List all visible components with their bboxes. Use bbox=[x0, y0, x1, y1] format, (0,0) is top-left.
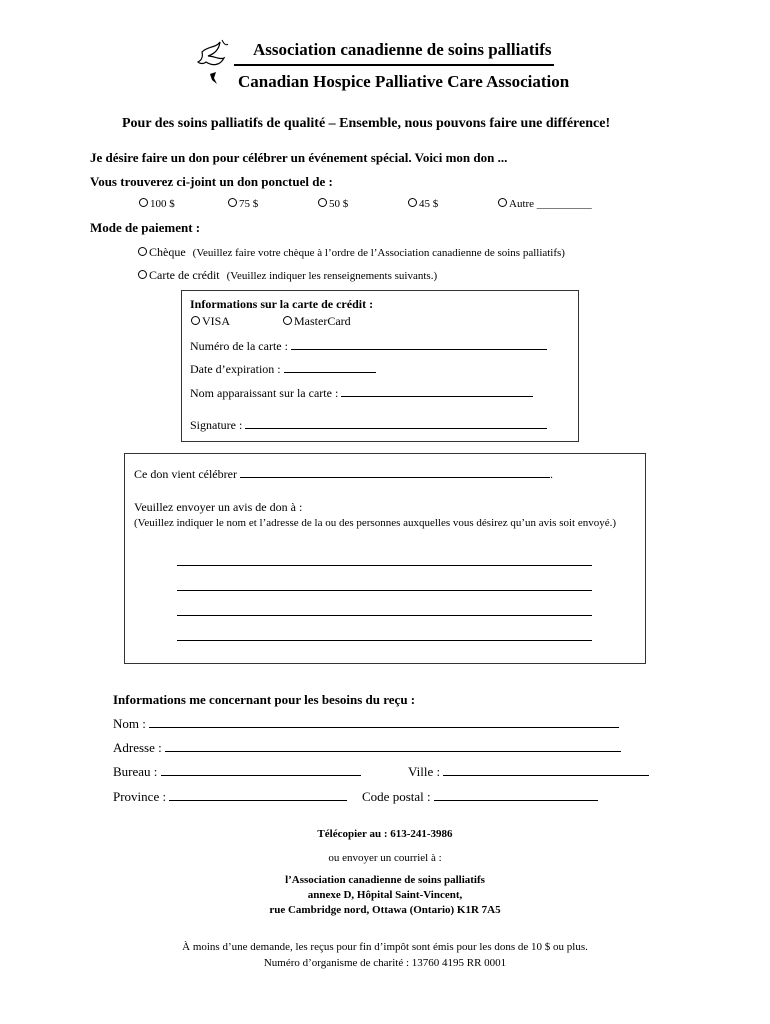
option-label: 45 $ bbox=[419, 198, 439, 210]
celebrate-end: . bbox=[549, 467, 553, 481]
card-note: (Veuillez indiquer les renseignements suivants.) bbox=[226, 270, 438, 282]
donation-option-other[interactable] bbox=[498, 198, 592, 210]
receipt-title: Informations me concernant pour les besoins du reçu : bbox=[113, 692, 416, 707]
receipt-office-field[interactable] bbox=[113, 764, 361, 780]
payment-card[interactable] bbox=[138, 268, 437, 283]
card-expiry-field[interactable] bbox=[190, 362, 376, 377]
radio-icon bbox=[318, 198, 327, 207]
receipt-postal-field[interactable] bbox=[362, 789, 598, 805]
dove-icon bbox=[194, 38, 234, 88]
address-line-3: rue Cambridge nord, Ottawa (Ontario) K1R 7A5 bbox=[269, 904, 501, 916]
mastercard-label: MasterCard bbox=[294, 314, 351, 328]
receipt-address-field[interactable] bbox=[113, 740, 621, 756]
card-signature-field[interactable] bbox=[190, 418, 547, 433]
mail-line: ou envoyer un courriel à : bbox=[328, 852, 442, 864]
province-label: Province : bbox=[113, 789, 170, 804]
donation-label: Vous trouverez ci-joint un don ponctuel de : bbox=[90, 174, 333, 189]
header-rule bbox=[234, 64, 554, 66]
postal-label: Code postal : bbox=[362, 789, 434, 804]
signature-label: Signature : bbox=[190, 418, 246, 432]
donation-option-50[interactable] bbox=[318, 198, 348, 210]
option-label: 75 $ bbox=[239, 198, 259, 210]
card-mastercard[interactable] bbox=[283, 314, 351, 329]
address-line-1: l’Association canadienne de soins palliatifs bbox=[285, 874, 485, 886]
radio-icon bbox=[408, 198, 417, 207]
option-label: Autre __________ bbox=[509, 198, 592, 210]
card-expiry-label: Date d’expiration : bbox=[190, 362, 284, 376]
card-name-label: Nom apparaissant sur la carte : bbox=[190, 386, 342, 400]
tagline: Pour des soins palliatifs de qualité – Ensemble, nous pouvons faire une différence! bbox=[122, 116, 611, 131]
receipt-province-field[interactable] bbox=[113, 789, 347, 805]
receipt-name-field[interactable] bbox=[113, 716, 619, 732]
card-name-field[interactable] bbox=[190, 386, 533, 401]
donation-option-75[interactable] bbox=[228, 198, 258, 210]
radio-icon bbox=[191, 316, 200, 325]
receipt-note: À moins d’une demande, les reçus pour fin d’impôt sont émis pour les dons de 10 $ ou plus. bbox=[182, 941, 588, 953]
cheque-note: (Veuillez faire votre chèque à l’ordre de l’Association canadienne de soins palliatifs) bbox=[192, 247, 565, 259]
city-label: Ville : bbox=[408, 764, 444, 779]
visa-label: VISA bbox=[202, 314, 231, 328]
intro-text: Je désire faire un don pour célébrer un événement spécial. Voici mon don ... bbox=[90, 150, 508, 165]
celebrate-label: Ce don vient célébrer bbox=[134, 467, 237, 481]
radio-icon bbox=[138, 247, 147, 256]
notify-line-3[interactable] bbox=[177, 615, 592, 616]
payment-label: Mode de paiement : bbox=[90, 220, 201, 235]
card-visa[interactable] bbox=[191, 314, 230, 329]
card-number-label: Numéro de la carte : bbox=[190, 339, 291, 353]
radio-icon bbox=[283, 316, 292, 325]
radio-icon bbox=[498, 198, 507, 207]
fax-line: Télécopier au : 613-241-3986 bbox=[317, 828, 453, 840]
option-label: 100 $ bbox=[150, 198, 175, 210]
org-logo bbox=[194, 38, 234, 88]
cheque-label: Chèque bbox=[149, 245, 186, 259]
notify-line-1[interactable] bbox=[177, 565, 592, 566]
notify-note: (Veuillez indiquer le nom et l’adresse de la ou des personnes auxquelles vous désirez qu’un avis soit envoyé.) bbox=[134, 517, 617, 529]
celebration-box bbox=[124, 453, 646, 664]
radio-icon bbox=[139, 198, 148, 207]
org-name-en: Canadian Hospice Palliative Care Association bbox=[238, 72, 570, 91]
notify-label: Veuillez envoyer un avis de don à : bbox=[134, 500, 303, 514]
charity-number: Numéro d’organisme de charité : 13760 4195 RR 0001 bbox=[263, 957, 507, 969]
donation-option-100[interactable] bbox=[139, 198, 175, 210]
notify-line-2[interactable] bbox=[177, 590, 592, 591]
address-label: Adresse : bbox=[113, 740, 165, 755]
receipt-city-field[interactable] bbox=[408, 764, 649, 780]
donation-option-45[interactable] bbox=[408, 198, 438, 210]
card-label: Carte de crédit bbox=[149, 268, 220, 282]
payment-cheque[interactable] bbox=[138, 245, 565, 260]
celebrate-field[interactable] bbox=[134, 467, 553, 482]
card-box-title: Informations sur la carte de crédit : bbox=[190, 297, 374, 311]
option-label: 50 $ bbox=[329, 198, 349, 210]
radio-icon bbox=[138, 270, 147, 279]
notify-line-4[interactable] bbox=[177, 640, 592, 641]
radio-icon bbox=[228, 198, 237, 207]
office-label: Bureau : bbox=[113, 764, 161, 779]
address-line-2: annexe D, Hôpital Saint-Vincent, bbox=[307, 889, 463, 901]
card-number-field[interactable] bbox=[190, 339, 547, 354]
org-name-fr: Association canadienne de soins palliatifs bbox=[253, 40, 552, 59]
name-label: Nom : bbox=[113, 716, 150, 731]
